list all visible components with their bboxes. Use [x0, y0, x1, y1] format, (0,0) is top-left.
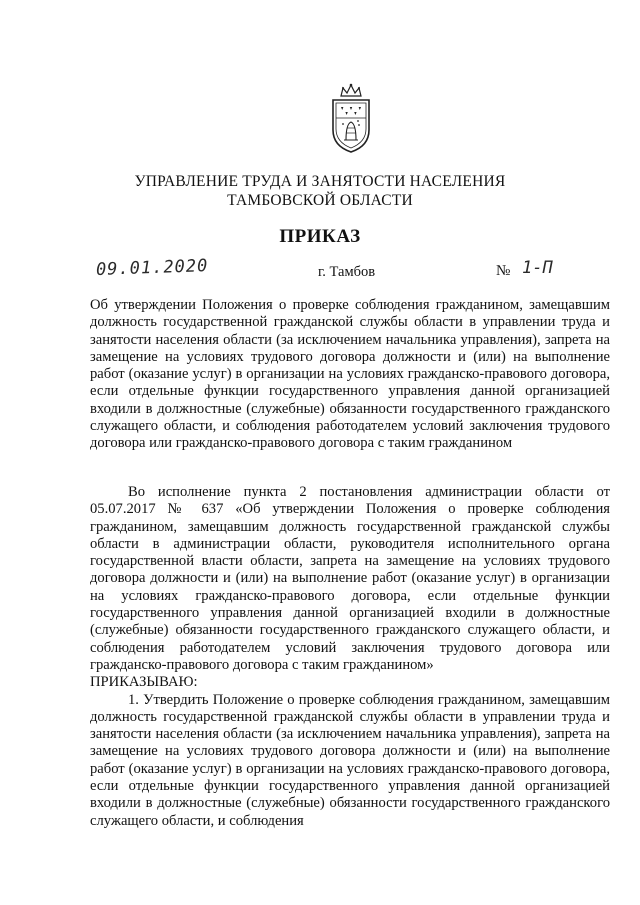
handwritten-number: 1-П — [522, 258, 553, 278]
order-body — [90, 484, 610, 830]
document-title: ПРИКАЗ — [279, 226, 361, 247]
order-word: ПРИКАЗЫВАЮ: — [90, 674, 198, 691]
order-subject: Об утверждении Положения о проверке соблюдения гражданином, замещавшим должность государственной гражданской службы области в управлении труда и занятости населения области (за исключением начальника управления), запрета на замещение на условиях трудового договора должности и (или) на выполнение работ (оказание услуг) в организации на условиях гражданско-правового договора, если отдельные функции государственного управления данной организацией входили в должностные (служебные) обязанности государственного гражданского служащего области, и соблюдения работодателем условий заключения трудового договора или гражданско-правового договора с таким гражданином — [90, 297, 610, 452]
order-item-1: 1. Утвердить Положение о проверке соблюдения гражданином, замещавшим должность государственной гражданской службы области в управлении труда и занятости населения области (за исключением начальника управления), запрета на замещение на условиях трудового договора должности и (или) на выполнение работ (оказание услуг) в организации на условиях гражданско-правового договора, если отдельные функции государственного управления данной организацией входили в должностные (служебные) обязанности государственного гражданского служащего области, и соблюдения — [90, 691, 610, 829]
preamble-paragraph: Во исполнение пункта 2 постановления администрации области от 05.07.2017 № 637 «Об утверждении Положения о проверке соблюдения гражданином, замещавшим должность государственной гражданской службы области в администрации области, руководителя исполнительного органа государственной власти области, запрета на замещение на условиях трудового договора должности и (или) на выполнение работ (оказание услуг) в организации на условиях гражданско-правового договора, если отдельные функции государственного управления данной организацией входили в должностные (служебные) обязанности государственного гражданского служащего области, и соблюдения работодателем условий заключения трудового договора или гражданско-правового договора с таким гражданином» — [90, 484, 610, 673]
tambov-coat-of-arms-icon — [327, 82, 375, 156]
handwritten-date: 09.01.2020 — [95, 256, 209, 280]
organization-name-line1: УПРАВЛЕНИЕ ТРУДА И ЗАНЯТОСТИ НАСЕЛЕНИЯ — [134, 173, 506, 190]
organization-name — [0, 172, 640, 210]
number-label: № — [496, 263, 511, 279]
city-label: г. Тамбов — [318, 264, 376, 280]
organization-name-line2: ТАМБОВСКОЙ ОБЛАСТИ — [227, 192, 413, 209]
